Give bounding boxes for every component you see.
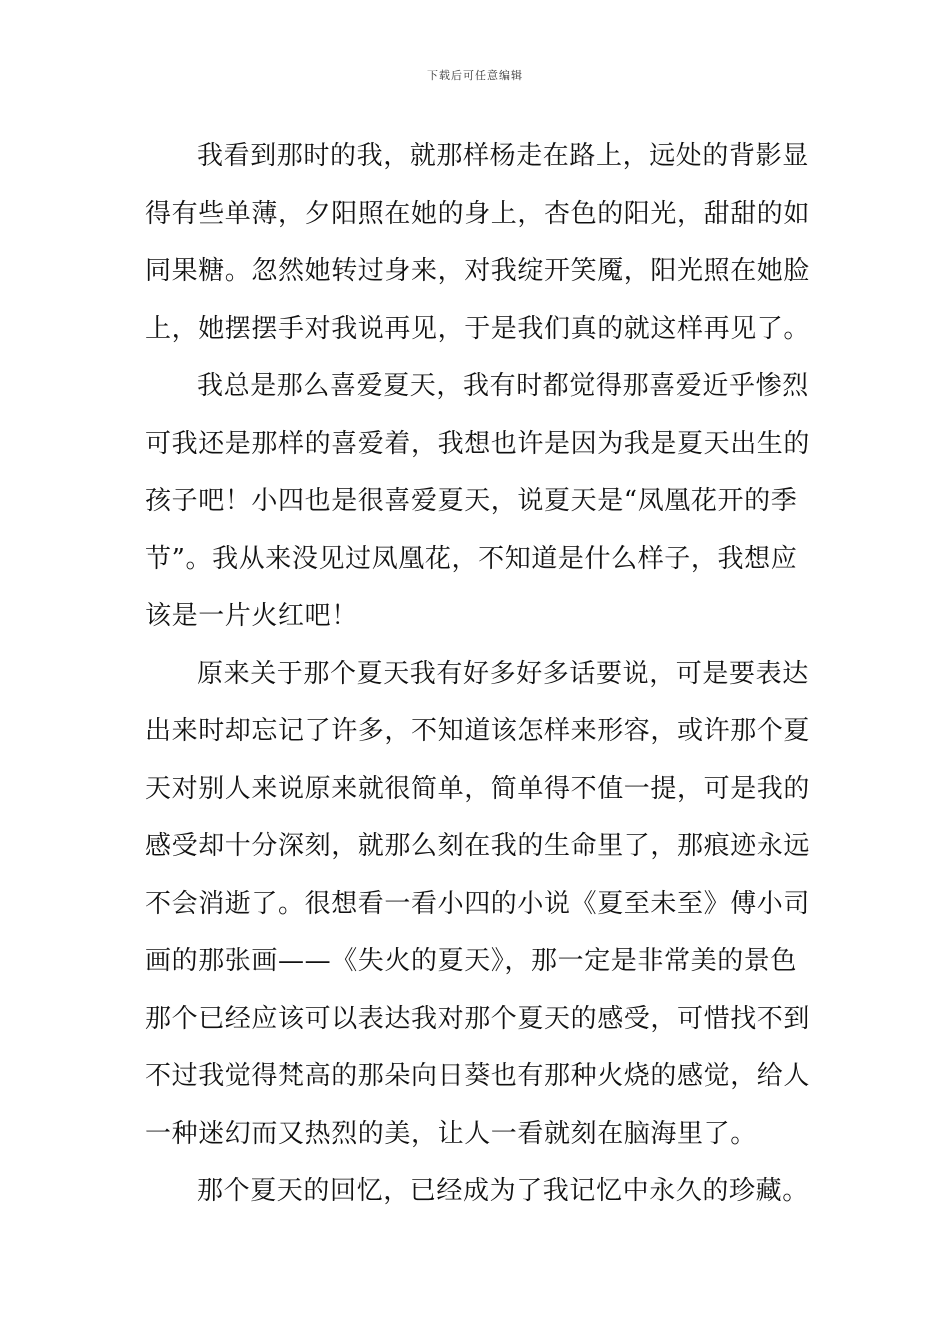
paragraph-line: 那个已经应该可以表达我对那个夏天的感受，可惜找不到: [145, 1003, 811, 1034]
paragraph-line: 我总是那么喜爱夏天，我有时都觉得那喜爱近乎惨烈: [197, 371, 809, 401]
paragraph-line: 我看到那时的我，就那样杨走在路上，远处的背影显: [197, 141, 809, 171]
page-header: 下载后可任意编辑: [427, 69, 523, 82]
paragraph-line: 感受却十分深刻，就那么刻在我的生命里了，那痕迹永远: [145, 831, 811, 861]
paragraph-line: 得有些单薄，夕阳照在她的身上，杏色的阳光，甜甜的如: [145, 198, 811, 229]
paragraph-line: 同果糖。忽然她转过身来，对我绽开笑魇，阳光照在她脸: [145, 256, 811, 286]
paragraph-line: 原来关于那个夏天我有好多好多话要说，可是要表达: [197, 658, 809, 689]
paragraph-line: 画的那张画——《失火的夏天》，那一定是非常美的景色: [145, 946, 798, 976]
paragraph-line: 上，她摆摆手对我说再见，于是我们真的就这样再见了。: [145, 313, 811, 344]
paragraph-line: 该是一片火红吧！: [145, 601, 358, 631]
paragraph-line: 天对别人来说原来就很简单，简单得不值一提，可是我的: [145, 773, 811, 804]
paragraph-line: 一种迷幻而又热烈的美，让人一看就刻在脑海里了。: [145, 1118, 757, 1149]
paragraph-line: 节”。我从来没见过凤凰花，不知道是什么样子，我想应: [145, 543, 798, 574]
paragraph-line: 可我还是那样的喜爱着，我想也许是因为我是夏天出生的: [145, 428, 811, 459]
paragraph-line: 出来时却忘记了许多，不知道该怎样来形容，或许那个夏: [145, 716, 811, 746]
body-text: [145, 128, 810, 1221]
paragraph-line: 孩子吧！小四也是很喜爱夏天，说夏天是“凤凰花开的季: [145, 486, 798, 516]
paragraph-line: 不会消逝了。很想看一看小四的小说《夏至未至》傅小司: [145, 888, 811, 919]
paragraph-line: 不过我觉得梵高的那朵向日葵也有那种火烧的感觉，给人: [145, 1061, 811, 1091]
paragraph-line: 那个夏天的回忆，已经成为了我记忆中永久的珍藏。: [197, 1176, 809, 1206]
